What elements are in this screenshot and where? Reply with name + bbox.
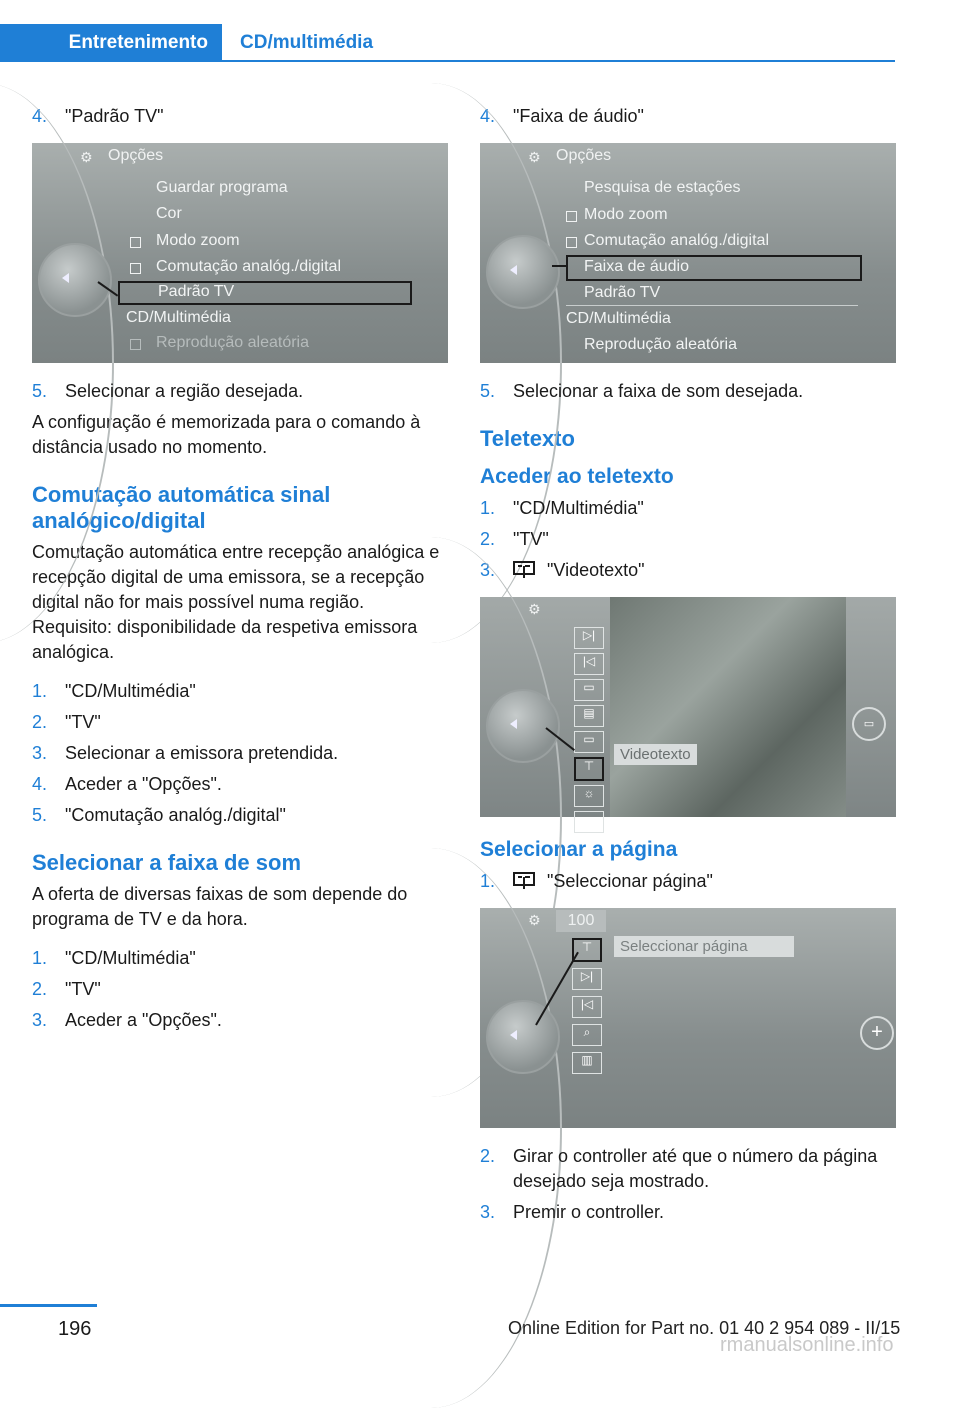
checkbox-icon[interactable] [566, 237, 577, 248]
step-item [480, 1144, 896, 1194]
step-number: 2. [480, 1146, 496, 1166]
paragraph: A configuração é memorizada para o comando à distância usado no momento. [32, 412, 421, 457]
page-header [0, 0, 895, 62]
left-arrow-icon [510, 265, 517, 275]
teletext-icon[interactable]: ⊤ [572, 938, 602, 962]
menu-item[interactable]: Reprodução aleatória [584, 336, 737, 353]
menu-section: CD/Multimédia [566, 310, 671, 327]
menu-item[interactable]: Comutação analóg./digital [156, 258, 342, 275]
previous-icon[interactable]: |◁ [572, 996, 602, 1018]
next-icon[interactable]: ▷| [574, 627, 604, 649]
videotexto-label: Videotexto [614, 744, 697, 765]
step-text: "TV" [513, 529, 549, 549]
step-number: 2. [32, 979, 48, 999]
menu-item[interactable]: Reprodução aleatória [156, 334, 309, 351]
watermark: rmanualsonline.info [720, 1334, 894, 1356]
step-number: 1. [480, 498, 496, 518]
checkbox-icon[interactable] [130, 263, 141, 274]
page-number: 196 [58, 1318, 92, 1340]
brightness-icon[interactable]: ☼ [574, 785, 604, 807]
step-item [480, 527, 896, 552]
pointer-line [552, 265, 568, 267]
step-number: 3. [480, 1202, 496, 1222]
step-number: 5. [32, 805, 48, 825]
menu-item[interactable]: Comutação analóg./digital [584, 232, 770, 249]
step-list [480, 1144, 896, 1225]
controller-knob [486, 1000, 560, 1074]
screen-title: Opções [108, 147, 164, 164]
tv-picture [610, 597, 846, 817]
tab-cd-multimedia[interactable]: CD/multimédia [240, 32, 374, 53]
step-text: "Padrão TV" [65, 106, 164, 126]
menu-item-selected[interactable]: Padrão TV [158, 283, 235, 300]
options-icon: ⚙ [528, 912, 541, 928]
step-text: "TV" [65, 712, 101, 732]
step-item [480, 496, 896, 521]
screen-icon[interactable]: ▭ [574, 731, 604, 753]
options-icon: ⚙ [528, 601, 541, 617]
menu-section: CD/Multimédia [126, 309, 231, 326]
left-arrow-icon [62, 273, 69, 283]
menu-item-selected[interactable]: Faixa de áudio [584, 258, 689, 275]
book-icon[interactable]: ▥ [572, 1052, 602, 1074]
step-number: 3. [32, 1010, 48, 1030]
screen-title: Opções [556, 147, 612, 164]
step-item [480, 1200, 896, 1225]
section-heading: Teletexto [480, 426, 575, 451]
step-text: Premir o controller. [513, 1202, 665, 1222]
paragraph: A oferta de diversas faixas de som depende do programa de TV e da hora. [32, 884, 408, 929]
step-number: 5. [480, 381, 496, 401]
menu-divider [566, 305, 858, 306]
subsection-heading: Selecionar a página [480, 838, 678, 861]
section-heading: Selecionar a faixa de som [32, 850, 302, 875]
page-number-display: 100 [556, 910, 606, 932]
step-text: "TV" [65, 979, 101, 999]
checkbox-icon[interactable] [130, 237, 141, 248]
step-text: "CD/Multimédia" [513, 498, 644, 518]
tab-entretenimento[interactable]: Entretenimento [0, 24, 222, 62]
step-text: "Seleccionar página" [547, 871, 713, 891]
menu-item[interactable]: Modo zoom [156, 232, 240, 249]
controller-knob [486, 689, 560, 763]
menu-item[interactable]: Cor [156, 205, 182, 222]
menu-item[interactable]: Guardar programa [156, 179, 288, 196]
step-item [480, 869, 896, 894]
subsection-heading: Aceder ao teletexto [480, 465, 674, 488]
seleccionar-pagina-label: Seleccionar página [614, 936, 794, 957]
menu-item[interactable]: Padrão TV [584, 284, 661, 301]
zoom-icon[interactable]: ⌕ [572, 1024, 602, 1046]
step-text: Selecionar a faixa de som desejada. [513, 381, 804, 401]
screen-icon[interactable]: ▤ [574, 705, 604, 727]
teletext-icon [513, 872, 535, 890]
step-text: Girar o controller até que o número da página desejado seja mostrado. [513, 1146, 878, 1191]
footer-divider [0, 1304, 97, 1307]
step-text: "Comutação analóg./digital" [65, 805, 286, 825]
paragraph: Comutação automática entre recepção analógica e recepção digital de uma emissora, se a recepção digital não for mais possível numa região. Requisito: disponibilidade da respetiva emissora analógica. [32, 542, 440, 662]
left-arrow-icon [510, 1030, 517, 1040]
step-number: 1. [32, 948, 48, 968]
step-text: Selecionar a região desejada. [65, 381, 304, 401]
icon-column [572, 938, 602, 1074]
screenshot-videotexto [480, 597, 896, 826]
step-number: 2. [32, 712, 48, 732]
step-number: 1. [32, 681, 48, 701]
step-item [480, 104, 896, 129]
teletext-icon [513, 561, 535, 579]
step-list [480, 496, 896, 583]
step-number: 4. [480, 106, 496, 126]
step-number: 2. [480, 529, 496, 549]
step-item [480, 558, 896, 583]
step-text: Aceder a "Opções". [65, 774, 222, 794]
step-text: "Faixa de áudio" [513, 106, 644, 126]
step-text: "CD/Multimédia" [65, 681, 196, 701]
header-divider [222, 60, 895, 62]
icon-column [574, 627, 604, 826]
screenshot-seleccionar-pagina [480, 908, 896, 1128]
step-text: "Videotexto" [547, 560, 645, 580]
previous-icon[interactable]: |◁ [574, 653, 604, 675]
menu-item[interactable]: Modo zoom [584, 206, 668, 223]
contrast-icon[interactable]: ◐ [574, 811, 604, 833]
step-number: 5. [32, 381, 48, 401]
next-icon[interactable]: ▷| [572, 968, 602, 990]
right-column [480, 100, 896, 1231]
step-text: Aceder a "Opções". [65, 1010, 222, 1030]
screenshot-options-faixa-audio [480, 143, 896, 363]
menu-item[interactable]: Pesquisa de estações [584, 179, 741, 196]
step-item [480, 379, 896, 404]
options-icon: ⚙ [528, 149, 541, 165]
checkbox-icon[interactable] [566, 211, 577, 222]
plus-icon[interactable]: + [860, 1016, 894, 1050]
screen-icon[interactable]: ▭ [574, 679, 604, 701]
edition-text: Online Edition for Part no. 01 40 2 954 089 - II/15 [508, 1318, 901, 1338]
side-button-icon[interactable]: ▭ [852, 707, 886, 741]
section-heading: Comutação automática sinal analógico/digital [32, 482, 331, 533]
step-number: 4. [32, 106, 48, 126]
left-arrow-icon [510, 719, 517, 729]
step-text: "CD/Multimédia" [65, 948, 196, 968]
controller-knob [486, 235, 560, 309]
checkbox-icon[interactable] [130, 339, 141, 350]
step-number: 1. [480, 871, 496, 891]
step-number: 3. [480, 560, 496, 580]
step-number: 4. [32, 774, 48, 794]
step-number: 3. [32, 743, 48, 763]
teletext-icon[interactable]: ⊤ [574, 757, 604, 781]
controller-knob [38, 243, 112, 317]
options-icon: ⚙ [80, 149, 93, 165]
step-text: Selecionar a emissora pretendida. [65, 743, 339, 763]
